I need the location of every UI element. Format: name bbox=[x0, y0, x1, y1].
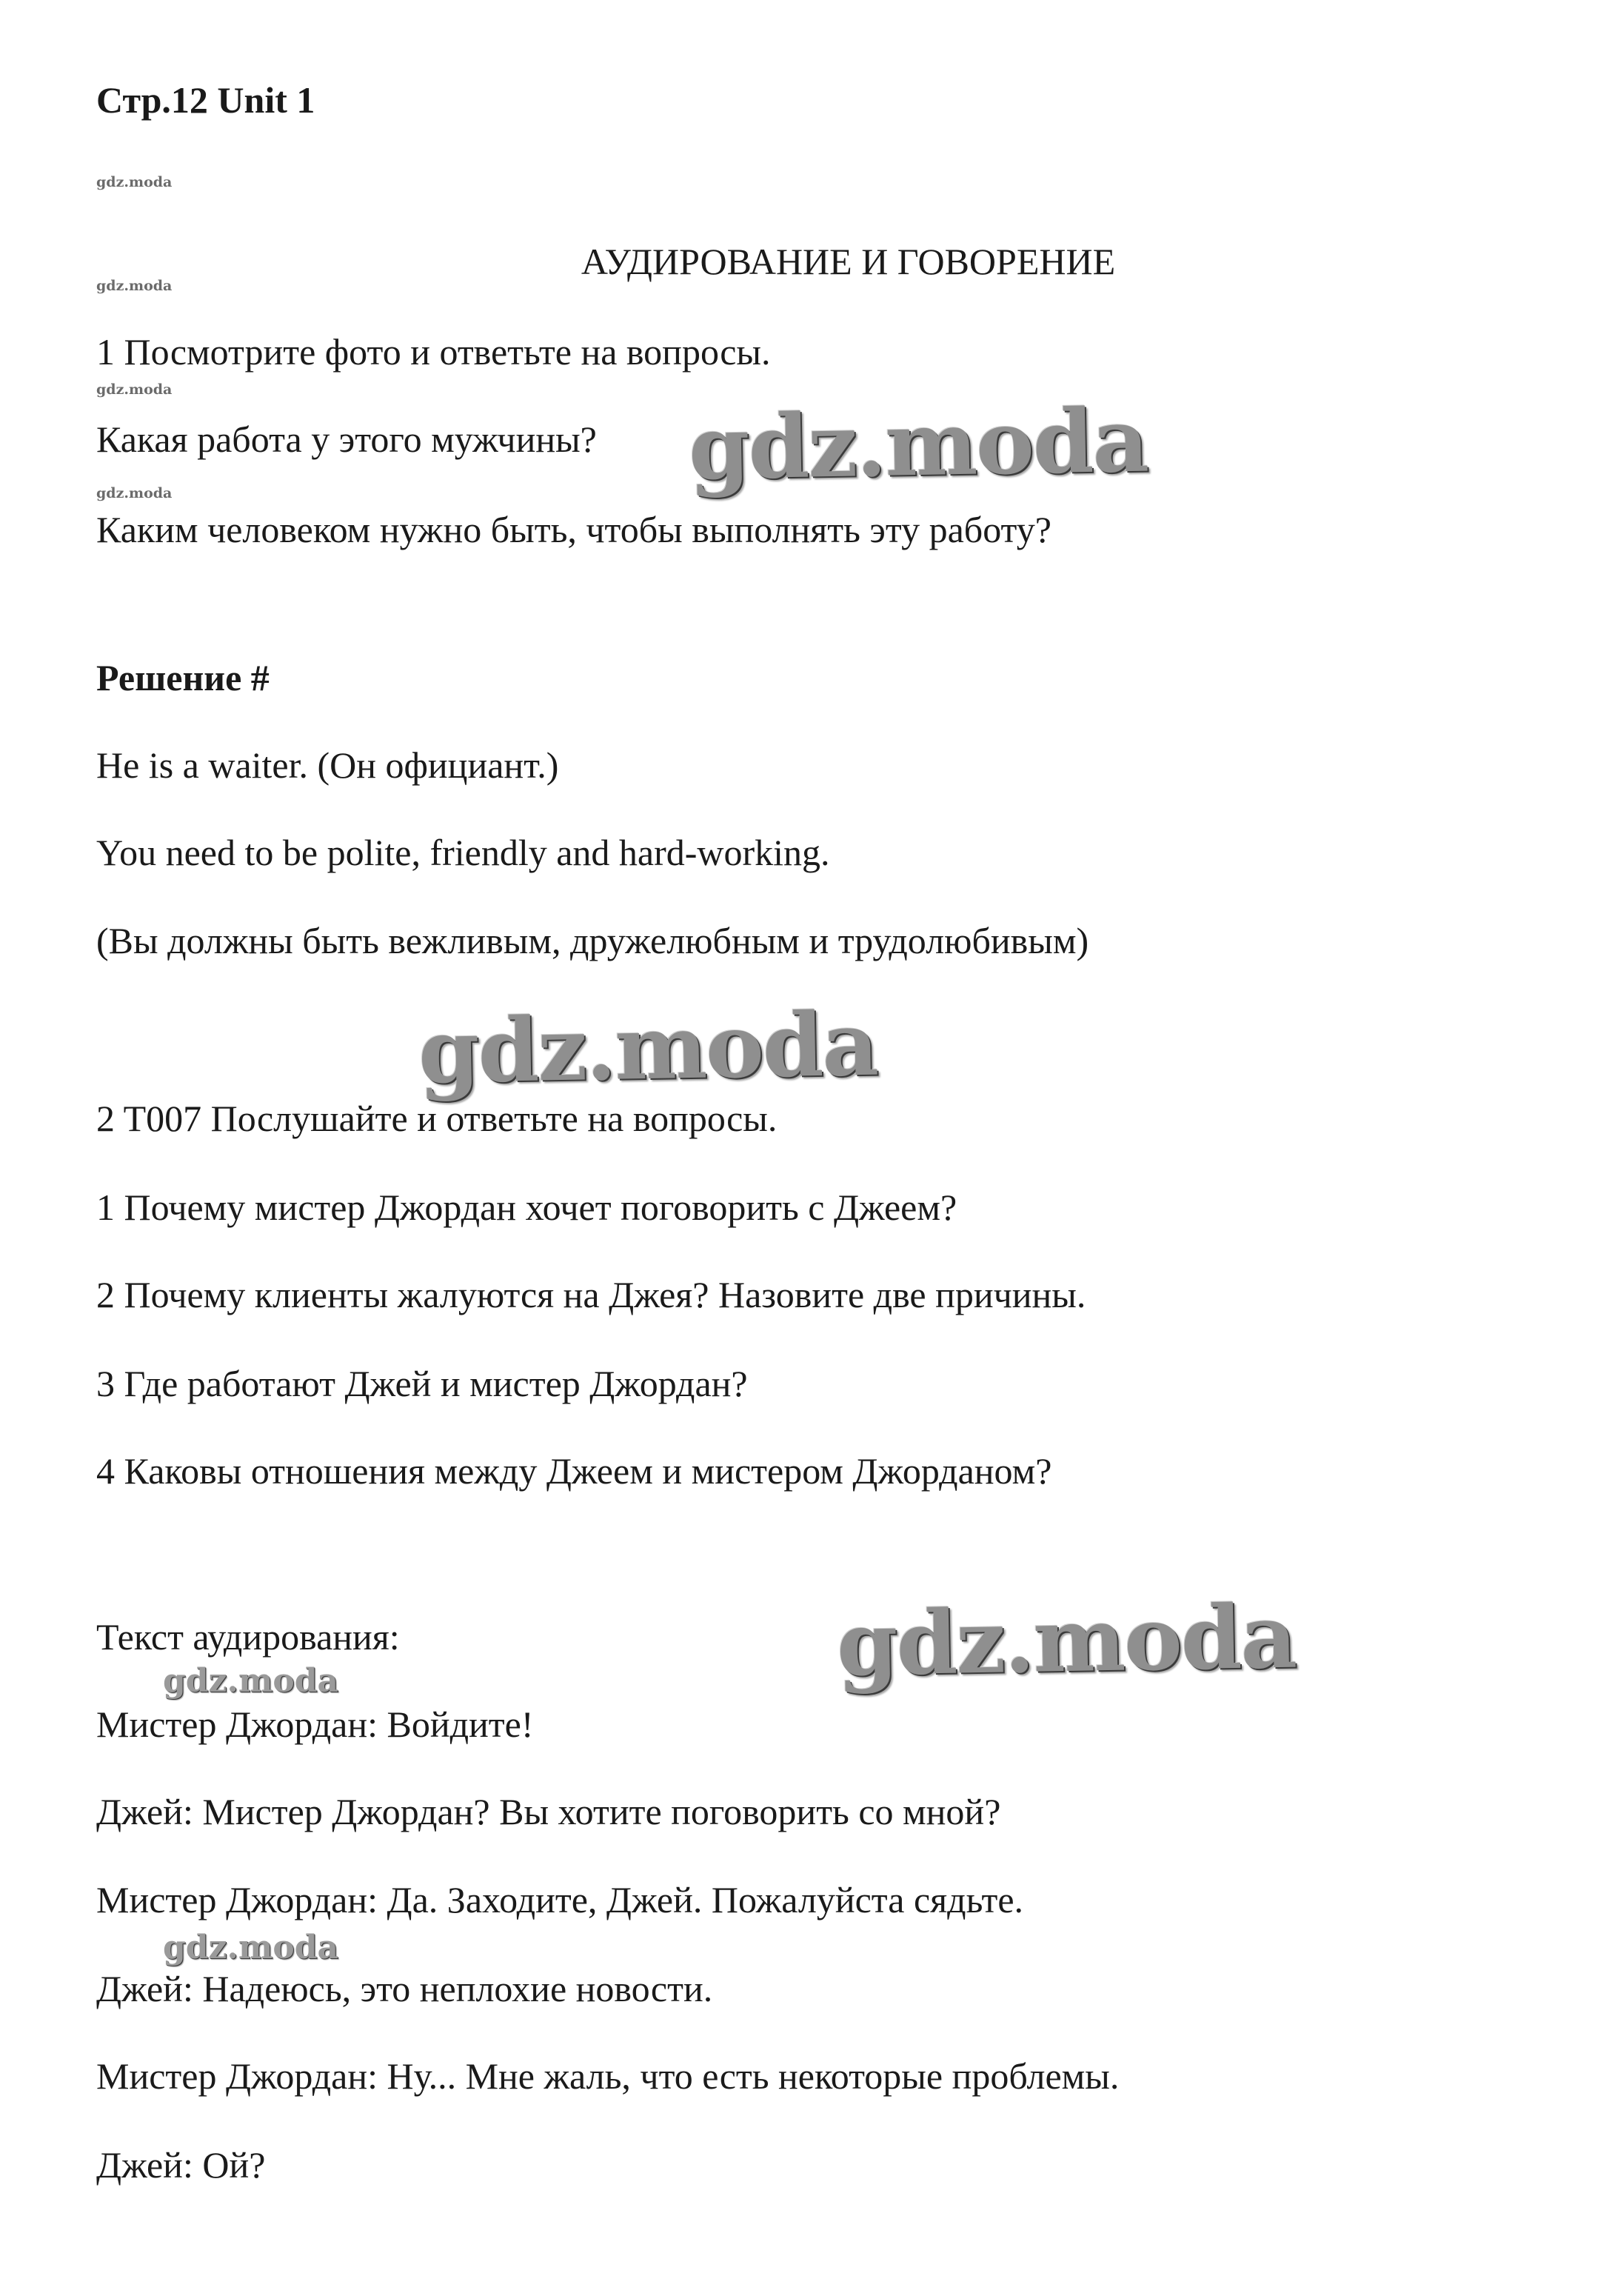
solution-line: (Вы должны быть вежливым, дружелюбным и трудолюбивым) bbox=[96, 920, 1089, 961]
watermark-large: gdz.moda bbox=[417, 992, 878, 1104]
transcript-line: Мистер Джордан: Войдите! bbox=[96, 1703, 534, 1745]
watermark-small: gdz.moda bbox=[96, 381, 173, 398]
watermark-small: gdz.moda bbox=[96, 278, 173, 294]
task2-question: 2 Почему клиенты жалуются на Джея? Назовите две причины. bbox=[96, 1274, 1086, 1315]
task1-question: Каким человеком нужно быть, чтобы выполнять эту работу? bbox=[96, 509, 1051, 550]
watermark-small: gdz.moda bbox=[96, 485, 173, 501]
transcript-line: Мистер Джордан: Ну... Мне жаль, что есть некоторые проблемы. bbox=[96, 2055, 1120, 2097]
watermark-medium: gdz.moda bbox=[163, 1929, 339, 1966]
solution-line: He is a waiter. (Он официант.) bbox=[96, 744, 559, 786]
task2-question: 4 Каковы отношения между Джеем и мистером Джорданом? bbox=[96, 1450, 1052, 1492]
task2-question: 1 Почему мистер Джордан хочет поговорить с Джеем? bbox=[96, 1187, 957, 1228]
watermark-large: gdz.moda bbox=[835, 1584, 1297, 1696]
watermark-medium: gdz.moda bbox=[163, 1662, 339, 1700]
solution-line: You need to be polite, friendly and hard-working. bbox=[96, 832, 830, 873]
transcript-line: Джей: Ой? bbox=[96, 2144, 266, 2186]
solution-heading: Решение # bbox=[96, 657, 270, 698]
task2-heading: 2 T007 Послушайте и ответьте на вопросы. bbox=[96, 1098, 778, 1139]
page-reference: Стр.12 Unit 1 bbox=[96, 79, 315, 121]
transcript-line: Джей: Мистер Джордан? Вы хотите поговорить со мной? bbox=[96, 1791, 1001, 1832]
watermark-small: gdz.moda bbox=[96, 174, 173, 190]
transcript-line: Мистер Джордан: Да. Заходите, Джей. Пожалуйста сядьте. bbox=[96, 1879, 1024, 1920]
task1-question: Какая работа у этого мужчины? bbox=[96, 418, 597, 460]
task2-question: 3 Где работают Джей и мистер Джордан? bbox=[96, 1363, 748, 1404]
watermark-large: gdz.moda bbox=[687, 388, 1148, 500]
task1-heading: 1 Посмотрите фото и ответьте на вопросы. bbox=[96, 331, 771, 373]
transcript-heading: Текст аудирования: bbox=[96, 1616, 400, 1658]
section-title: АУДИРОВАНИЕ И ГОВОРЕНИЕ bbox=[581, 241, 1116, 282]
transcript-line: Джей: Надеюсь, это неплохие новости. bbox=[96, 1968, 713, 2009]
